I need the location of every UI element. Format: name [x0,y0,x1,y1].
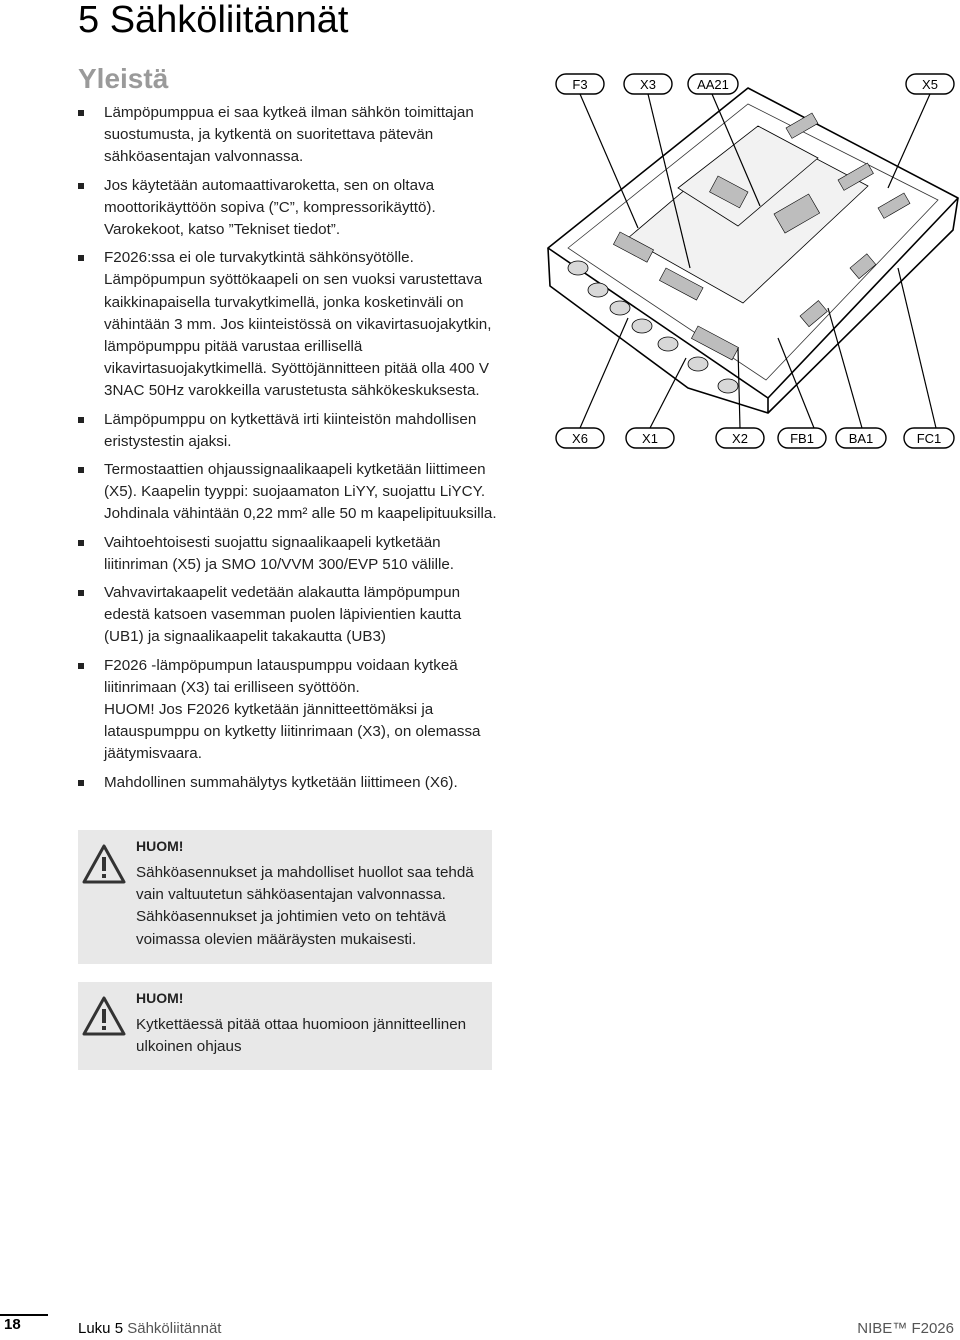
section-title: Yleistä [78,63,169,94]
note-title: HUOM! [136,838,184,854]
callout-label: F3 [572,77,588,92]
warning-triangle-icon [82,996,126,1036]
note-title: HUOM! [136,990,184,1006]
callout-label: BA1 [848,431,874,446]
bullet-list [78,102,498,800]
bullet-square-icon [78,780,84,786]
bullet-square-icon [78,255,84,261]
list-item-text: F2026 -lämpöpumpun latauspumppu voidaan kytkeä liitinrimaan (X3) tai erilliseen syöttöön. [104,656,458,696]
bullet-square-icon [78,467,84,473]
list-item [78,459,498,526]
callout-label: X1 [642,431,658,446]
list-item [78,409,498,453]
footer-chapter-prefix: Luku 5 [78,1320,124,1337]
list-item [78,532,498,576]
list-item [78,772,498,794]
bullet-square-icon [78,540,84,546]
list-item-text: Jos käytetään automaattivaroketta, sen on oltava moottorikäyttöön sopiva (”C”, kompressorikäyttö). Varokekoot, katso ”Tekniset tiedot”. [104,176,436,239]
list-item-text: F2026:ssa ei ole turvakytkintä sähkönsyötölle. Lämpöpumpun syöttökaapeli on sen vuoksi varustettava kaikkinapaisella turvakytkimellä, jonka kosketinväli on vähintään 3 mm. Jos kiinteistössä on vikavirtasuojakytkin, lämpöpumppu pitää varustaa erillisellä vikavirtasuojakytkimellä. Syöttöjännitteen pitää olla 400 V 3NAC 50Hz varokkeilla varustetusta sähkökeskuksesta. [104,249,492,400]
bullet-square-icon [78,590,84,596]
footer-chapter-name: Sähköliitännät [127,1320,222,1337]
page-number: 18 [0,1316,48,1340]
callout-label: FB1 [790,431,814,446]
note-text: Kytkettäessä pitää ottaa huomioon jännitteellinen ulkoinen ohjaus [136,1016,467,1056]
warning-note [78,830,492,964]
list-item-text: Vahvavirtakaapelit vedetään alakautta lämpöpumpun edestä katsoen vasemman puolen läpivientien kautta (UB1) ja signaalikaapelit takakautta (UB3) [104,584,462,646]
list-item [78,175,498,242]
list-item-text: Mahdollinen summahälytys kytketään liittimeen (X6). [104,773,458,791]
list-item [78,655,498,766]
list-item [78,582,498,649]
warning-triangle-icon [82,844,126,884]
bullet-square-icon [78,110,84,116]
list-item [78,102,498,169]
list-item-text: Termostaattien ohjaussignaalikaapeli kytketään liittimeen (X5). Kaapelin tyyppi: suojaamaton LiYY, suojattu LiYCY. Johdinala vähintään 0,22 mm² alle 50 m kaapelipituuksilla. [104,461,497,523]
callout-label: X5 [922,77,938,92]
bullet-square-icon [78,417,84,423]
list-item-warning-text: HUOM! Jos F2026 kytketään jännitteettömäksi ja latauspumppu on kytketty liitinrimaan (X3), on olemassa jäätymisvaara. [104,701,481,763]
footer-product: NIBE™ F2026 [857,1320,954,1337]
bullet-square-icon [78,183,84,189]
list-item-text: Lämpöpumppu on kytkettävä irti kiinteistön mahdollisen eristystestin ajaksi. [104,410,477,450]
callout-label: AA21 [697,77,729,92]
callout-label: X3 [640,77,656,92]
list-item [78,247,498,402]
callout-label: FC1 [916,431,942,446]
callout-label: X2 [732,431,748,446]
warning-note [78,982,492,1070]
list-item-text: Lämpöpumppua ei saa kytkeä ilman sähkön toimittajan suostumusta, ja kytkentä on suoritettava pätevän sähköasentajan valvonnassa. [104,104,474,166]
list-item-text: Vaihtoehtoisesti suojattu signaalikaapeli kytketään liitinriman (X5) ja SMO 10/VVM 300/EVP 510 välille. [104,533,455,573]
footer-chapter [78,1320,221,1337]
bullet-square-icon [78,663,84,669]
note-text: Sähköasennukset ja mahdolliset huollot saa tehdä vain valtuutetun sähköasentajan valvonnassa. Sähköasennukset ja johtimien veto on tehtävä voimassa olevien määräysten mukaisesti. [136,864,474,948]
chapter-title: 5 Sähköliitännät [78,0,349,41]
electrical-box-illustration [538,68,960,454]
callout-label: X6 [572,431,588,446]
